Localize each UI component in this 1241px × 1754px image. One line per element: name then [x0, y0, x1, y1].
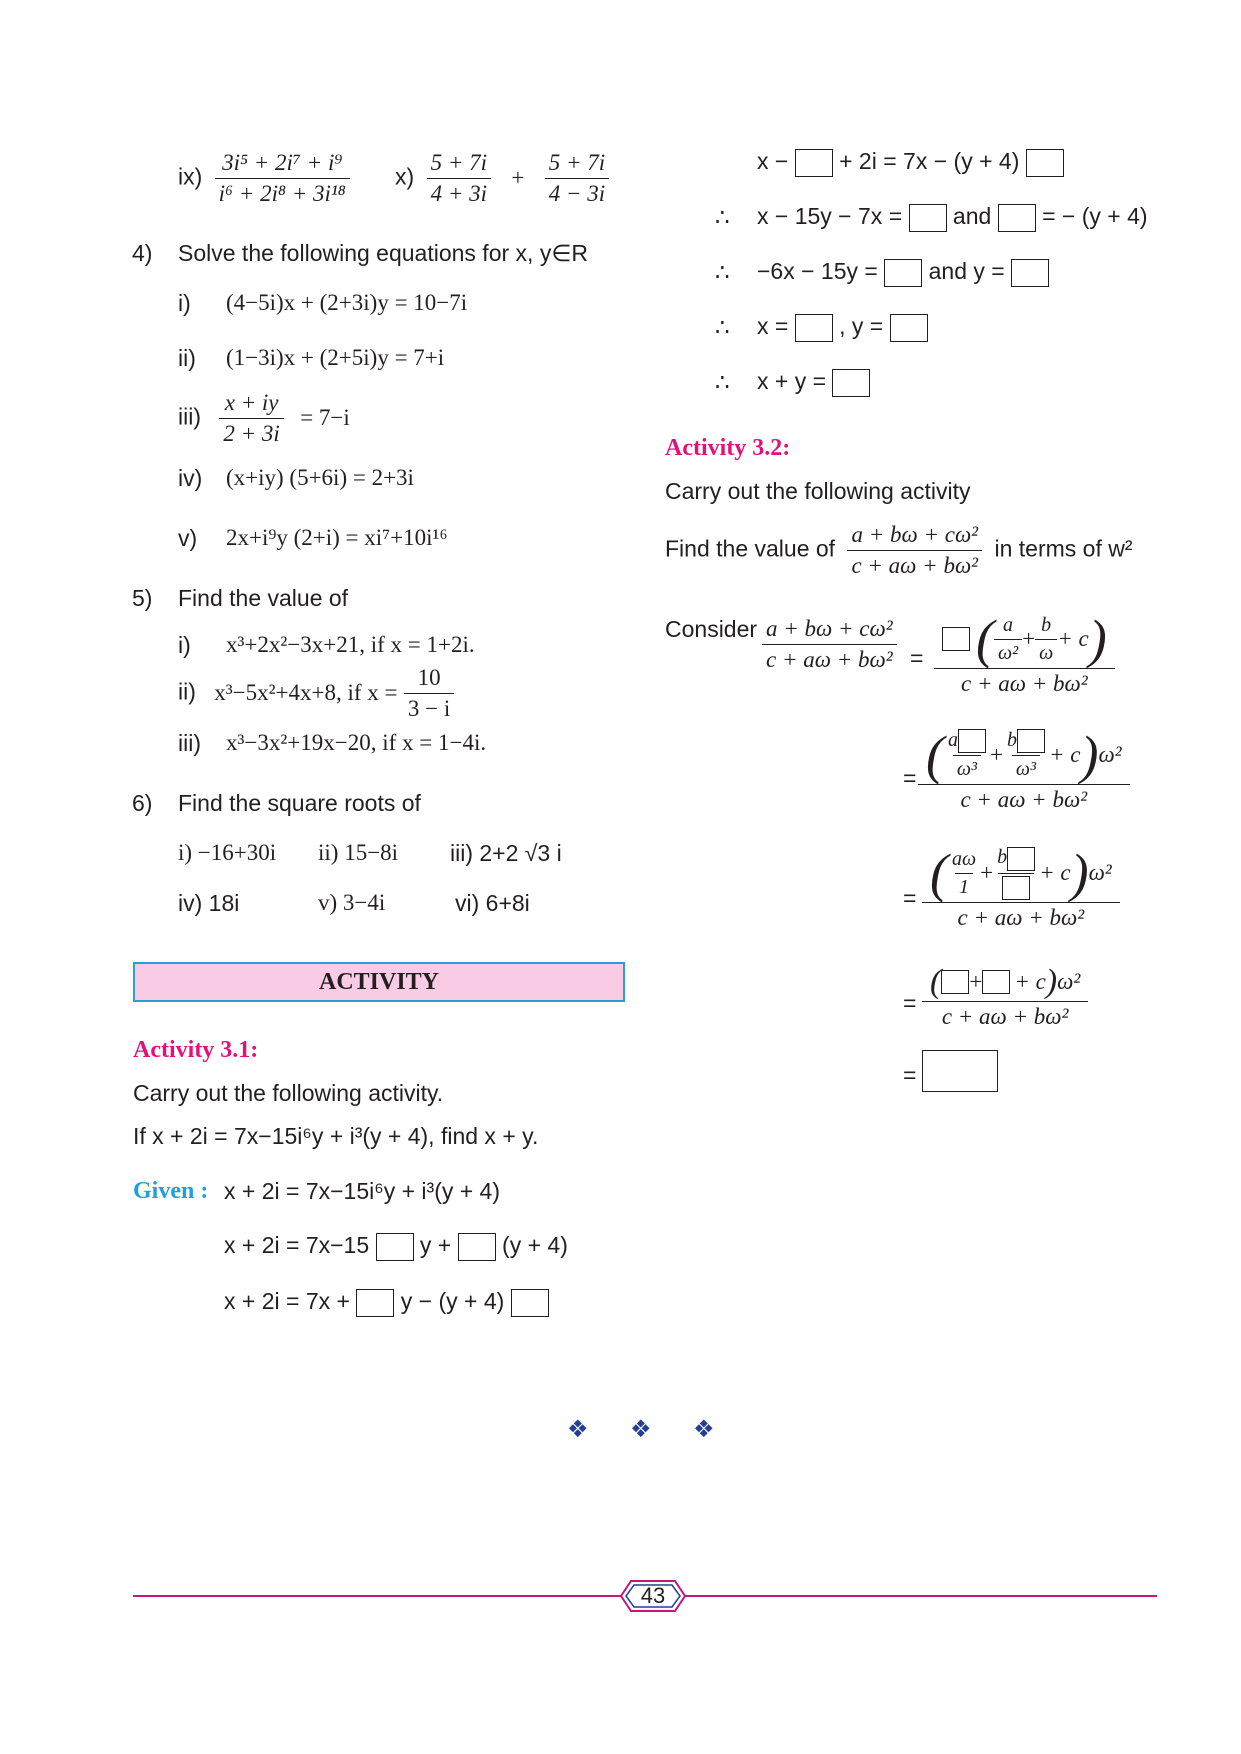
variable: b: [997, 846, 1008, 869]
expression: Find the value of: [665, 535, 836, 562]
therefore-icon: ∴: [715, 370, 730, 395]
rhs: = 7−i: [300, 404, 350, 430]
given-label: Given :: [133, 1178, 209, 1204]
plus-sign: +: [980, 860, 994, 885]
activity-banner: ACTIVITY: [133, 962, 625, 1002]
q4-ii-label: ii): [178, 345, 196, 371]
footer-rule-right: [685, 1595, 1157, 1597]
therefore-icon: ∴: [715, 205, 730, 230]
numerator: a: [1003, 613, 1014, 636]
q5-ii: [178, 665, 454, 722]
omega-squared: ω²: [1057, 969, 1081, 994]
denominator: c + aω + bω²: [762, 644, 897, 673]
numerator: aω: [951, 847, 977, 870]
numerator: 5 + 7i: [548, 150, 606, 175]
left-paren-icon: (: [926, 725, 944, 785]
solution-step-a: [938, 609, 1111, 697]
therefore-icon: ∴: [715, 315, 730, 340]
numerator: 3i⁵ + 2i⁷ + i⁹: [222, 150, 343, 175]
item-label: iii): [178, 403, 201, 430]
plus-c: + c: [1057, 626, 1089, 651]
numerator: a + bω + cω²: [851, 522, 979, 547]
numerator: [926, 843, 1116, 903]
expression: , y =: [839, 313, 884, 339]
footer-rule-left: [133, 1595, 621, 1597]
activity-3-1-line1: Carry out the following activity.: [133, 1080, 444, 1106]
plus-sign: +: [989, 742, 1003, 767]
denominator: c + aω + bω²: [922, 902, 1120, 931]
plus-sign: +: [1022, 626, 1036, 651]
blank-box[interactable]: [1002, 876, 1030, 900]
fraction: [404, 665, 454, 722]
fraction: [762, 616, 897, 673]
page-number: 43: [640, 1583, 666, 1608]
q6-ii: ii) 15−8i: [318, 840, 399, 865]
fraction: [948, 848, 980, 899]
q6-i: i) −16+30i: [178, 840, 277, 865]
ornament-icon: ❖: [693, 1415, 715, 1443]
expression: in terms of w²: [994, 535, 1133, 562]
expression: = − (y + 4): [1042, 203, 1148, 229]
right-paren-icon: ): [1045, 963, 1058, 1000]
denominator: ω³: [1012, 755, 1040, 781]
q6-iv: iv) 18i: [178, 890, 240, 916]
blank-box[interactable]: [795, 149, 833, 177]
right-step-1: [757, 148, 1064, 177]
fraction: [994, 614, 1022, 665]
item-label: ii): [178, 678, 196, 705]
q4-i: (4−5i)x + (2+3i)y = 10−7i: [226, 290, 468, 315]
right-step-4: [757, 313, 928, 342]
blank-box[interactable]: [376, 1233, 414, 1261]
solution-step-b: [922, 725, 1126, 813]
q6-vi: vi) 6+8i: [455, 890, 530, 916]
denominator: c + aω + bω²: [918, 784, 1130, 813]
fraction: [1035, 614, 1057, 665]
blank-box[interactable]: [356, 1289, 394, 1317]
blank-box[interactable]: [511, 1289, 549, 1317]
expression: + 2i = 7x − (y + 4): [839, 148, 1020, 174]
denominator: 4 − 3i: [545, 178, 609, 207]
denominator: c + aω + bω²: [847, 550, 982, 579]
blank-box[interactable]: [890, 314, 928, 342]
fraction: [926, 965, 1084, 1030]
q4-ii: (1−3i)x + (2+5i)y = 7+i: [226, 345, 445, 370]
fraction: [215, 150, 350, 207]
q4-v: 2x+i⁹y (2+i) = xi⁷+10i¹⁶: [226, 525, 448, 550]
blank-box[interactable]: [458, 1233, 496, 1261]
question-4-text: Solve the following equations for x, y∈R: [178, 240, 588, 266]
q4-i-label: i): [178, 290, 191, 316]
exercise-ix: [178, 150, 350, 207]
ornament-icon: ❖: [567, 1415, 589, 1443]
activity-3-1-line2: If x + 2i = 7x−15i⁶y + i³(y + 4), find x + y.: [133, 1123, 539, 1149]
solution-step-d: [926, 965, 1084, 1030]
expression: x −: [757, 148, 789, 174]
fraction: [922, 725, 1126, 813]
expression: x³−5x²+4x+8, if x =: [214, 679, 398, 705]
question-4-number: 4): [132, 240, 153, 266]
blank-box[interactable]: [942, 627, 970, 651]
right-step-3: [757, 258, 1049, 287]
right-paren-icon: ): [1070, 843, 1089, 903]
blank-box[interactable]: [795, 314, 833, 342]
blank-box[interactable]: [982, 970, 1010, 994]
numerator: [1003, 729, 1049, 755]
q4-v-label: v): [178, 525, 198, 551]
q5-iii: x³−3x²+19x−20, if x = 1−4i.: [226, 730, 487, 755]
final-answer-box[interactable]: [922, 1050, 998, 1092]
equals-sign: =: [903, 1062, 917, 1088]
fraction: [427, 150, 491, 207]
q5-iii-label: iii): [178, 730, 201, 756]
fraction: [993, 846, 1039, 900]
expression: x =: [757, 313, 789, 339]
numerator: [922, 725, 1126, 785]
blank-box[interactable]: [884, 259, 922, 287]
question-5-text: Find the value of: [178, 585, 349, 611]
numerator: a + bω + cω²: [766, 616, 893, 641]
step-2: [224, 1288, 549, 1317]
q6-iii: iii) 2+2 √3 i: [450, 840, 562, 866]
blank-box[interactable]: [998, 204, 1036, 232]
plus-sign: +: [511, 164, 525, 190]
expression: −6x − 15y =: [757, 258, 878, 284]
question-6-number: 6): [132, 790, 153, 816]
blank-box[interactable]: [941, 970, 969, 994]
fraction: [926, 843, 1116, 931]
right-step-5: [757, 368, 870, 397]
numerator: x + iy: [224, 390, 279, 415]
variable: a: [947, 728, 958, 751]
denominator: c + aω + bω²: [934, 668, 1115, 697]
denominator: [998, 873, 1034, 900]
consider-label: Consider: [665, 616, 758, 642]
expression: x + 2i = 7x +: [224, 1288, 350, 1314]
question-6-text: Find the square roots of: [178, 790, 421, 816]
numerator: [993, 846, 1039, 872]
given-equation: x + 2i = 7x−15i⁶y + i³(y + 4): [224, 1178, 501, 1204]
denominator: ω: [1035, 639, 1057, 665]
blank-box[interactable]: [1017, 729, 1045, 753]
expression: (y + 4): [502, 1232, 568, 1258]
activity-3-2-line1: Carry out the following activity: [665, 478, 971, 504]
right-paren-icon: ): [1088, 609, 1107, 669]
expression: x + 2i = 7x−15: [224, 1232, 370, 1258]
solution-step-c: [926, 843, 1116, 931]
left-paren-icon: (: [976, 609, 994, 669]
find-value-line: [665, 522, 1133, 579]
question-5-number: 5): [132, 585, 153, 611]
plus-sign: +: [969, 969, 983, 994]
numerator: [944, 729, 990, 755]
blank-box[interactable]: [1007, 847, 1035, 871]
equals-sign: =: [903, 990, 917, 1016]
denominator: 1: [955, 873, 973, 899]
right-step-2: [757, 203, 1148, 232]
q4-iv-label: iv): [178, 465, 203, 491]
denominator: 4 + 3i: [427, 178, 491, 207]
plus-c: + c: [1039, 860, 1071, 885]
left-paren-icon: (: [930, 843, 948, 903]
left-paren-icon: (: [930, 963, 942, 1000]
therefore-icon: ∴: [715, 260, 730, 285]
numerator: b: [1041, 613, 1052, 636]
expression: and y =: [928, 258, 1005, 284]
numerator: 10: [417, 665, 441, 690]
blank-box[interactable]: [832, 369, 870, 397]
denominator: 2 + 3i: [219, 418, 283, 447]
denominator: ω³: [953, 755, 981, 781]
ornament-icon: ❖: [630, 1415, 652, 1443]
item-label: ix): [178, 163, 203, 190]
exercise-x: [395, 150, 609, 207]
blank-box[interactable]: [1026, 149, 1064, 177]
step-1: [224, 1232, 568, 1261]
q5-i: x³+2x²−3x+21, if x = 1+2i.: [226, 632, 475, 657]
numerator: [938, 609, 1111, 669]
plus-c: + c: [1048, 742, 1081, 767]
fraction: [545, 150, 609, 207]
q6-v: v) 3−4i: [318, 890, 386, 915]
variable: b: [1006, 728, 1017, 751]
q4-iii: [178, 390, 350, 447]
equals-sign: =: [903, 885, 917, 911]
fraction: [944, 729, 990, 781]
omega-squared: ω²: [1098, 742, 1122, 767]
expression: y − (y + 4): [400, 1288, 505, 1314]
fraction: [1003, 729, 1049, 781]
consider-fraction: [762, 616, 897, 673]
blank-box[interactable]: [958, 729, 986, 753]
denominator: 3 − i: [404, 693, 454, 722]
plus-c: + c: [1014, 969, 1046, 994]
denominator: i⁶ + 2i⁸ + 3i¹⁸: [215, 178, 350, 207]
blank-box[interactable]: [1011, 259, 1049, 287]
denominator: ω²: [994, 639, 1022, 665]
expression: x + y =: [757, 368, 827, 394]
expression: x − 15y − 7x =: [757, 203, 903, 229]
q5-i-label: i): [178, 632, 191, 658]
equals-sign: =: [910, 645, 924, 671]
fraction: [847, 522, 982, 579]
expression: y +: [419, 1232, 452, 1258]
expression: and: [952, 203, 992, 229]
numerator: [926, 965, 1084, 1001]
omega-squared: ω²: [1088, 860, 1112, 885]
item-label: x): [395, 163, 415, 190]
q4-iv: (x+iy) (5+6i) = 2+3i: [226, 465, 414, 490]
denominator: c + aω + bω²: [922, 1001, 1088, 1030]
fraction: [938, 609, 1111, 697]
blank-box[interactable]: [909, 204, 947, 232]
numerator: 5 + 7i: [430, 150, 487, 175]
activity-3-1-title: Activity 3.1:: [133, 1037, 259, 1063]
fraction: [219, 390, 283, 447]
equals-sign: =: [903, 765, 917, 791]
right-paren-icon: ): [1080, 725, 1099, 785]
activity-3-2-title: Activity 3.2:: [665, 435, 791, 461]
